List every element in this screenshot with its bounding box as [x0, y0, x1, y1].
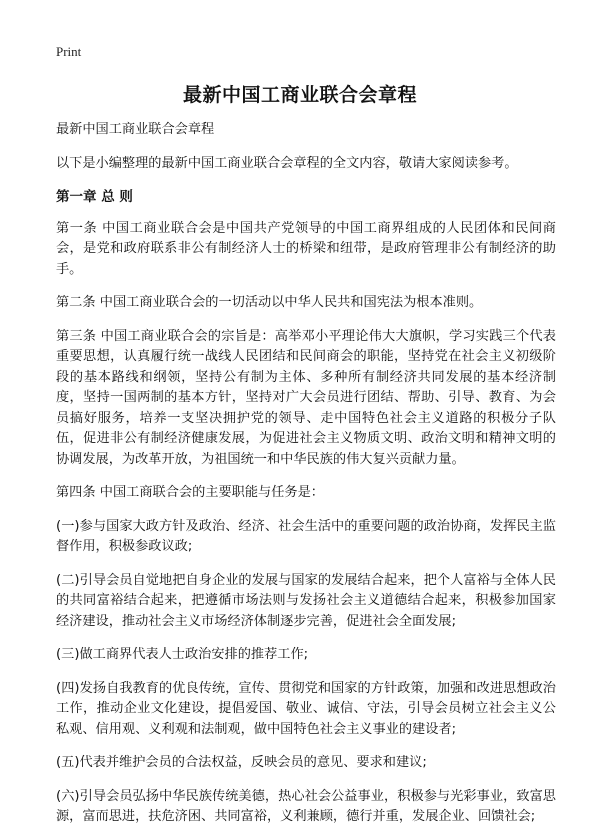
duty-item-1: (一)参与国家大政方针及政治、经济、社会生活中的重要问题的政治协商，发挥民主监督作用，积极参政议政; — [56, 518, 556, 554]
article-4: 第四条 中国工商联合会的主要职能与任务是： — [56, 485, 324, 500]
duty-item-4: (四)发扬自我教育的优良传统，宣传、贯彻党和国家的方针政策，加强和改进思想政治工作，推动企业文化建设，提倡爱国、敬业、诚信、守法，引导会员树立社会主义公私观、信用观、义利观和法制观，做中国特色社会主义事业的建设者; — [56, 680, 556, 737]
duty-item-6: (六)引导会员弘扬中华民族传统美德，热心社会公益事业，积极参与光彩事业，致富思源，富而思进，扶危济困、共同富裕，义利兼顾，德行并重，发展企业、回馈社会; — [56, 788, 556, 824]
duty-item-5: (五)代表并维护会员的合法权益，反映会员的意见、要求和建议; — [56, 755, 427, 770]
article-2: 第二条 中国工商业联合会的一切活动以中华人民共和国宪法为根本准则。 — [56, 295, 483, 310]
intro-paragraph: 以下是小编整理的最新中国工商业联合会章程的全文内容，敬请大家阅读参考。 — [56, 155, 518, 171]
page-title: 最新中国工商业联合会章程 — [182, 84, 417, 106]
article-3: 第三条 中国工商业联合会的宗旨是：高举邓小平理论伟大大旗帜，学习实践三个代表重要思想，认真履行统一战线人民团结和民间商会的职能，坚持党在社会主义初级阶段的基本路线和纲领，坚持公有制为主体、多种所有制经济共同发展的基本经济制度，坚持一国两制的基本方针，坚持对广大会员进行团结、帮助、引导、教育、为会员搞好服务，培养一支坚决拥护党的领导、走中国特色社会主义道路的积极分子队伍，促进非公有制经济健康发展，为促进社会主义物质文明、政治文明和精神文明的协调发展，为改革开放，为祖国统一和中华民族的伟大复兴贡献力量。 — [56, 328, 556, 467]
duty-item-3: (三)做工商界代表人士政治安排的推荐工作; — [56, 647, 309, 662]
chapter-heading: 第一章 总 则 — [56, 189, 133, 205]
article-1: 第一条 中国工商业联合会是中国共产党领导的中国工商界组成的人民团体和民间商会，是党和政府联系非公有制经济人士的桥梁和纽带，是政府管理非公有制经济的助手。 — [56, 220, 556, 277]
print-label[interactable]: Print — [56, 44, 82, 59]
duty-item-2: (二)引导会员自觉地把自身企业的发展与国家的发展结合起来，把个人富裕与全体人民的共同富裕结合起来，把遵循市场法则与发扬社会主义道德结合起来，积极参加国家经济建设，推动社会主义市场经济体制逐步完善，促进社会全面发展; — [56, 572, 556, 629]
document-subtitle: 最新中国工商业联合会章程 — [56, 122, 215, 137]
document-body — [56, 120, 556, 828]
